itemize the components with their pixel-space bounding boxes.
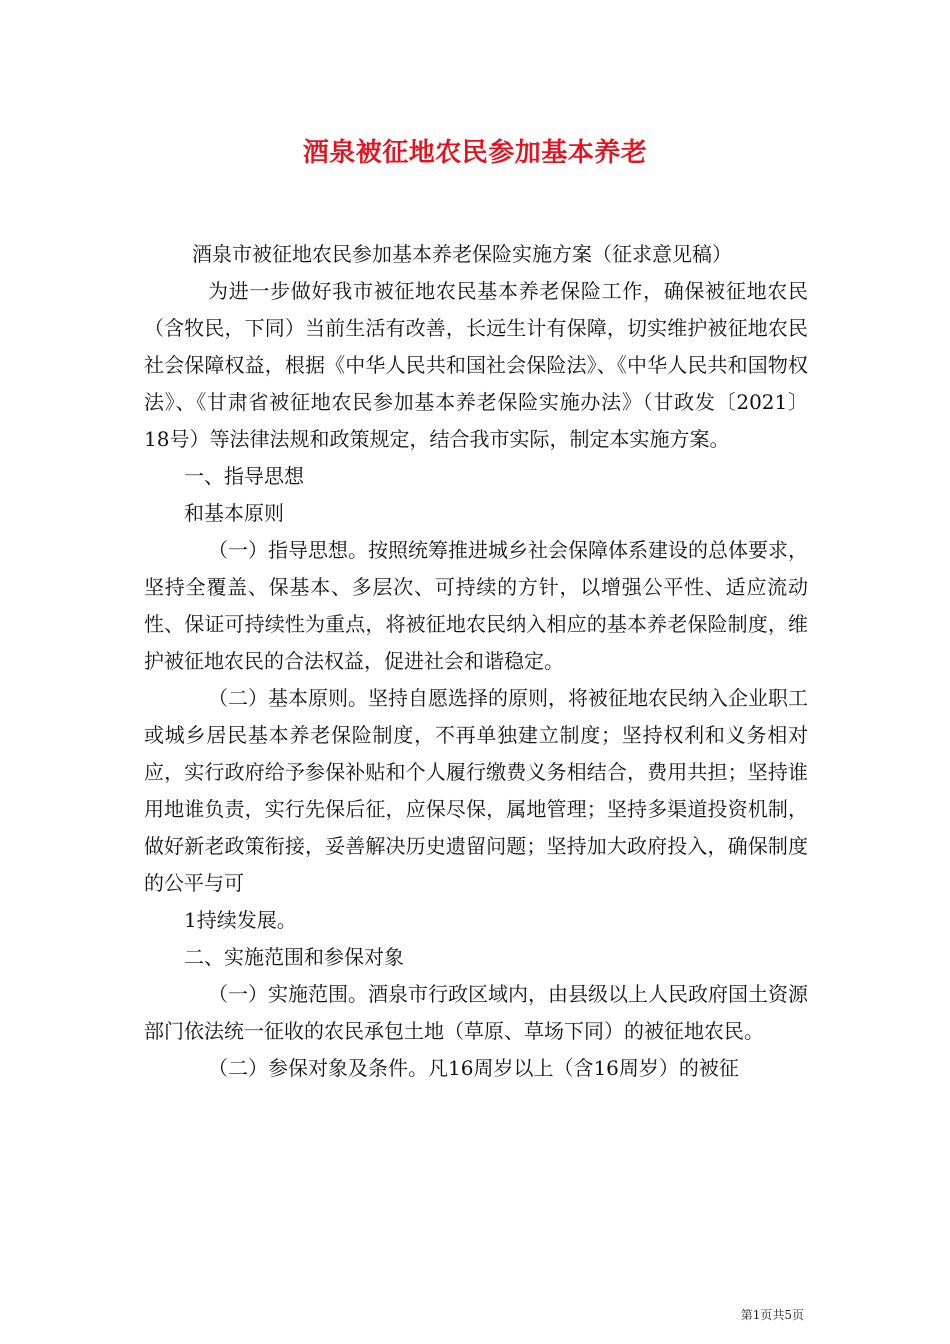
section-heading-1-cont: 和基本原则 [184,501,284,525]
paragraph-continuation: 1持续发展。 [184,908,297,932]
section-heading-2: 二、实施范围和参保对象 [184,945,404,969]
paragraph-insured-objects: （二）参保对象及条件。凡16周岁以上（含16周岁）的被征 [208,1056,739,1080]
document-body [144,236,808,1087]
paragraph-scope: （一）实施范围。酒泉市行政区域内，由县级以上人民政府国土资源部门依法统一征收的农民承包土地（草原、草场下同）的被征地农民。 [144,982,808,1043]
paragraph-intro: 为进一步做好我市被征地农民基本养老保险工作，确保被征地农民（含牧民，下同）当前生活有改善，长远生计有保障，切实维护被征地农民社会保障权益，根据《中华人民共和国社会保险法》、《中华人民共和国物权法》、《甘肃省被征地农民参加基本养老保险实施办法》（甘政发〔2021〕18号）等法律法规和政策规定，结合我市实际，制定本实施方案。 [144,279,808,451]
paragraph-basic-principles: （二）基本原则。坚持自愿选择的原则，将被征地农民纳入企业职工或城乡居民基本养老保险制度，不再单独建立制度；坚持权利和义务相对应，实行政府给予参保补贴和个人履行缴费义务相结合，费用共担；坚持谁用地谁负责，实行先保后征，应保尽保，属地管理；坚持多渠道投资机制，做好新老政策衔接，妥善解决历史遗留问题；坚持加大政府投入，确保制度的公平与可 [144,686,808,895]
section-heading-1: 一、指导思想 [184,464,304,488]
page-title: 酒泉被征地农民参加基本养老 [302,138,648,168]
page-number: 第1页共5页 [740,1308,804,1322]
document-subtitle: 酒泉市被征地农民参加基本养老保险实施方案（征求意见稿） [192,242,732,266]
paragraph-guiding-thought: （一）指导思想。按照统筹推进城乡社会保障体系建设的总体要求，坚持全覆盖、保基本、多层次、可持续的方针，以增强公平性、适应流动性、保证可持续性为重点，将被征地农民纳入相应的基本养老保险制度，维护被征地农民的合法权益，促进社会和谐稳定。 [144,538,808,673]
